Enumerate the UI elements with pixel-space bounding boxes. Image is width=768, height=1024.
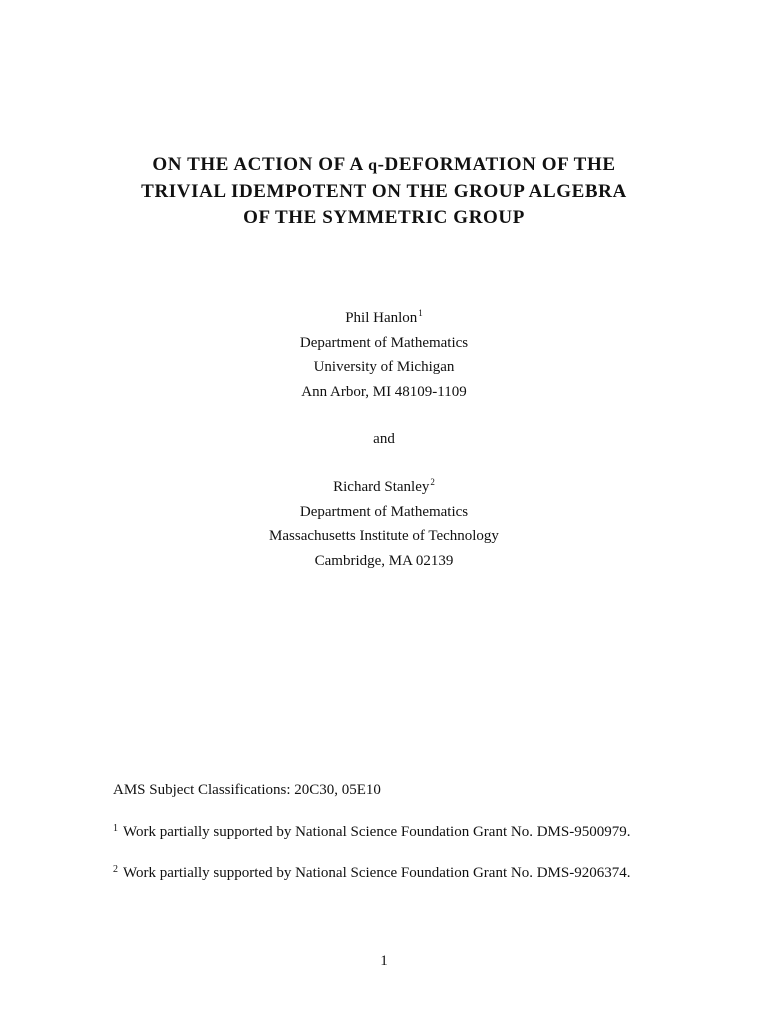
ams-subject-classifications: AMS Subject Classifications: 20C30, 05E10 (113, 782, 381, 798)
author-footnote-mark-1: 1 (418, 308, 423, 318)
author-name-1-line (0, 306, 768, 331)
title-line-3: OF THE SYMMETRIC GROUP (243, 206, 525, 228)
footnote-mark-1: 1 (113, 823, 118, 834)
author-name-1: Phil Hanlon (345, 310, 418, 326)
paper-title (0, 152, 768, 231)
author-name-2-line (0, 475, 768, 500)
title-line-1-prefix: ON THE ACTION OF A (152, 153, 369, 175)
author-department-1: Department of Mathematics (299, 334, 469, 351)
footnote-2 (113, 863, 630, 883)
author-address-2: Cambridge, MA 02139 (314, 552, 454, 569)
page-number: 1 (380, 953, 388, 969)
author-block-2 (0, 475, 768, 573)
author-block-1 (0, 306, 768, 404)
author-name-2: Richard Stanley (333, 479, 430, 495)
title-line-1-suffix: -DEFORMATION OF THE (377, 153, 616, 175)
footnote-1 (113, 822, 630, 842)
title-line-2: TRIVIAL IDEMPOTENT ON THE GROUP ALGEBRA (141, 180, 627, 202)
footnote-mark-2: 2 (113, 864, 118, 875)
footnote-text-2: Work partially supported by National Science Foundation Grant No. DMS-9206374. (123, 865, 631, 881)
author-conjunction: and (373, 431, 395, 447)
title-line-1 (0, 152, 768, 179)
author-institution-1: University of Michigan (313, 359, 455, 375)
footnote-text-1: Work partially supported by National Science Foundation Grant No. DMS-9500979. (123, 824, 631, 840)
author-department-2: Department of Mathematics (299, 503, 469, 520)
author-institution-2: Massachusetts Institute of Technology (269, 528, 499, 544)
author-address-1: Ann Arbor, MI 48109-1109 (301, 383, 467, 400)
title-q-symbol: q (368, 156, 378, 174)
author-footnote-mark-2: 2 (430, 477, 435, 487)
